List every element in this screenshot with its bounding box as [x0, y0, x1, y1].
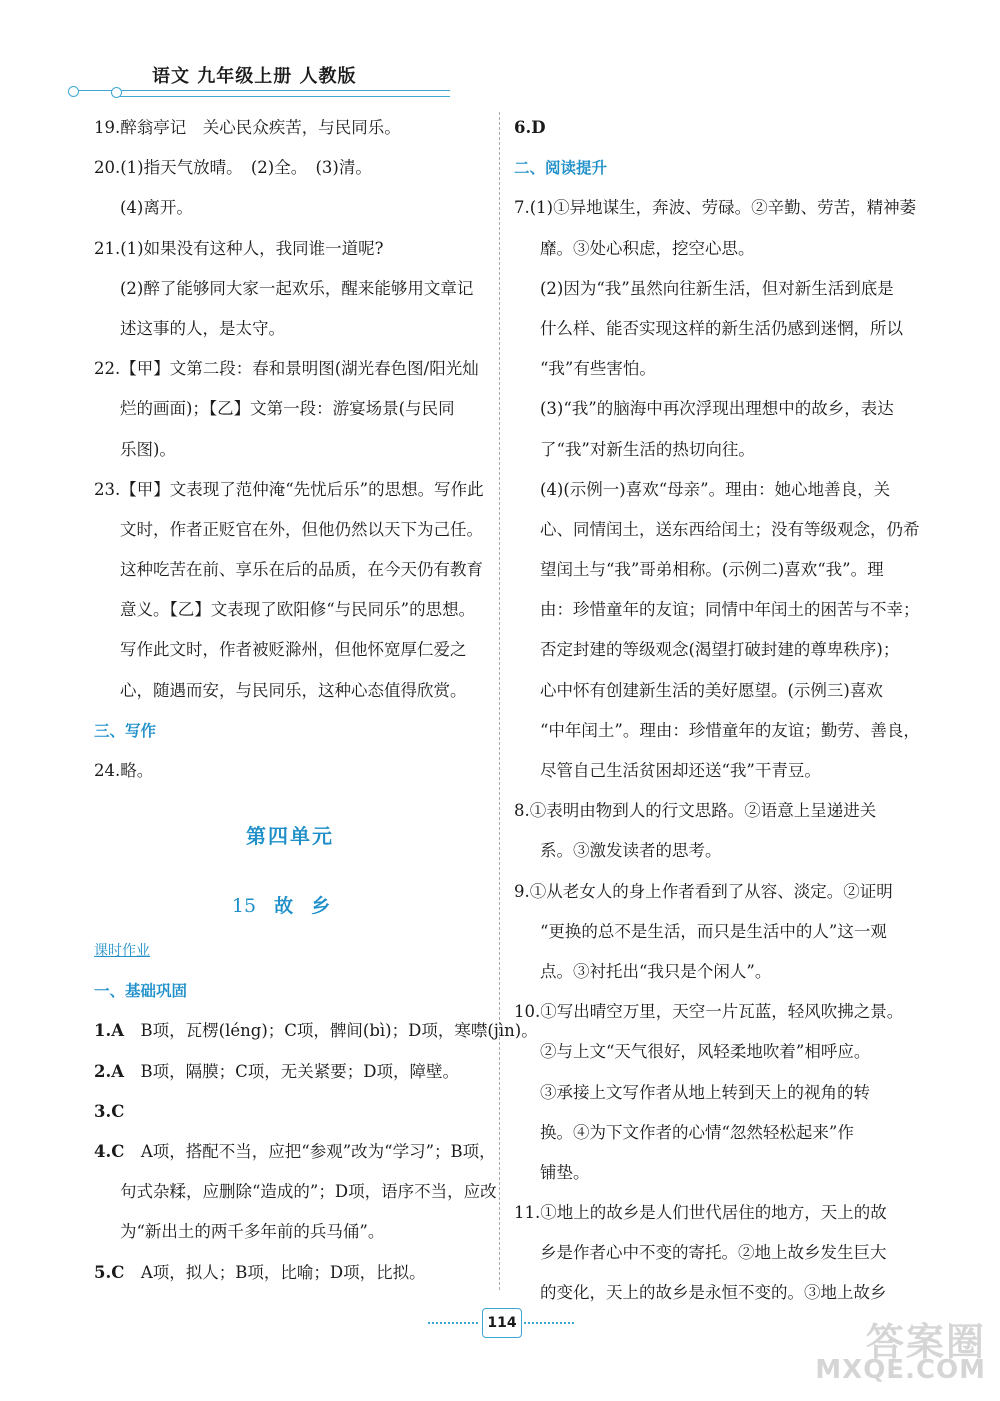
header-rule-lower — [118, 96, 450, 97]
answer-line: 铺垫。 — [540, 1162, 590, 1182]
answer-line: 文时，作者正贬官在外，但他仍然以天下为己任。 — [120, 519, 483, 539]
answer-line: 22.【甲】文第二段：春和景明图(湖光春色图/阳光灿 — [94, 359, 479, 379]
header-dot-left — [68, 86, 79, 97]
answer-line: 乐图)。 — [120, 439, 176, 459]
section-heading-writing: 三、写作 — [94, 721, 157, 740]
watermark-logo — [796, 1311, 986, 1389]
lesson-title — [94, 881, 486, 931]
answer-line — [94, 1052, 486, 1092]
answer-line: 烂的画面)；【乙】文第一段：游宴场景(与民同 — [120, 399, 455, 419]
section-heading-basic: 一、基础巩固 — [94, 982, 188, 1001]
answer-key: 3.C — [94, 1101, 125, 1121]
answer-line: 10.①写出晴空万里，天空一片瓦蓝，轻风吹拂之景。 — [514, 1002, 904, 1022]
homework-label: 课时作业 — [94, 943, 150, 960]
answer-line: 了“我”对新生活的热切向往。 — [540, 439, 755, 459]
answer-line — [94, 1253, 486, 1293]
answer-line: 心，随遇而安，与民同乐，这种心态值得欣赏。 — [120, 680, 467, 700]
answer-text: B项，隔膜；C项，无关紧要；D项，障壁。 — [124, 1061, 460, 1081]
answer-line: ③承接上文写作者从地上转到天上的视角的转 — [540, 1082, 870, 1102]
answer-line: 8.①表明由物到人的行文思路。②语意上呈递进关 — [514, 801, 877, 821]
page-number-block — [428, 1308, 574, 1338]
answer-text: A项，拟人；B项，比喻；D项，比拟。 — [124, 1262, 426, 1282]
answer-line: 述这事的人，是太守。 — [120, 318, 285, 338]
lesson-number: 15 — [231, 895, 257, 918]
answer-line: 心中怀有创建新生活的美好愿望。(示例三)喜欢 — [540, 680, 883, 700]
answer-key: 1.A — [94, 1021, 125, 1041]
answer-line: “中年闰土”。理由：珍惜童年的友谊；勤劳、善良， — [540, 720, 920, 740]
answer-line: 24.略。 — [94, 761, 154, 780]
answer-line: 尽管自己生活贫困却还送“我”干青豆。 — [540, 761, 821, 780]
answer-line: (2)醉了能够同大家一起欢乐，醒来能够用文章记 — [120, 278, 474, 298]
answer-key: 5.C — [94, 1262, 125, 1282]
lesson-name: 故乡 — [274, 895, 349, 918]
header-title: 语文 九年级上册 人教版 — [152, 66, 357, 87]
answer-text: B项，瓦楞(léng)；C项，髀间(bì)；D项，寒噤(jìn)。 — [124, 1021, 538, 1041]
answer-line — [94, 1092, 486, 1132]
page-number-dots-left — [428, 1322, 478, 1324]
page-number: 114 — [482, 1308, 522, 1338]
section-heading-reading: 二、阅读提升 — [514, 159, 608, 178]
header-rule — [70, 90, 450, 91]
answer-key: 4.C — [94, 1141, 125, 1161]
answer-line: 7.(1)①异地谋生，奔波、劳碌。②辛勤、劳苦，精神萎 — [514, 198, 917, 218]
answer-line: 23.【甲】文表现了范仲淹“先忧后乐”的思想。写作此 — [94, 479, 484, 499]
answer-line: 什么样、能否实现这样的新生活仍感到迷惘，所以 — [540, 318, 903, 338]
right-answer-lines — [514, 188, 920, 1313]
answer-line: 系。③激发读者的思考。 — [540, 841, 722, 861]
answer-line: 这种吃苦在前、享乐在后的品质，在今天仍有教育 — [120, 560, 483, 580]
answer-line: 写作此文时，作者被贬滁州，但他怀宽厚仁爱之 — [120, 640, 467, 660]
answer-line — [94, 1132, 496, 1172]
page-number-dots-right — [524, 1322, 574, 1324]
answer-line: 由：珍惜童年的友谊；同情中年闰土的困苦与不幸； — [540, 600, 920, 620]
answer-line: 20.(1)指天气放晴。 (2)全。 (3)清。 — [94, 158, 372, 178]
column-divider — [499, 112, 500, 1290]
unit-title: 第四单元 — [246, 824, 334, 849]
answer-line: 句式杂糅，应删除“造成的”；D项，语序不当，应改 — [120, 1182, 497, 1202]
answer-line: 21.(1)如果没有这种人，我同谁一道呢? — [94, 238, 384, 258]
answer-line: 9.①从老女人的身上作者看到了从容、淡定。②证明 — [514, 881, 893, 901]
answer-line: “更换的总不是生活，而只是生活中的人”这一观 — [540, 921, 887, 941]
answer-line: 6.D — [514, 118, 546, 137]
answer-line: 否定封建的等级观念(渴望打破封建的尊卑秩序)； — [540, 640, 900, 660]
answer-line: 为“新出土的两千多年前的兵马俑”。 — [120, 1222, 385, 1242]
watermark-text: 答案圈 — [865, 1320, 986, 1364]
watermark-url: MXQE.COM — [815, 1355, 986, 1385]
answer-line: 19.醉翁亭记 关心民众疾苦，与民同乐。 — [94, 118, 401, 137]
answer-line: 意义。【乙】文表现了欧阳修“与民同乐”的思想。 — [120, 600, 476, 620]
answer-line: “我”有些害怕。 — [540, 359, 656, 379]
header-dot-right — [111, 87, 122, 98]
answer-line: 靡。③处心积虑，挖空心思。 — [540, 238, 755, 258]
answer-line: ②与上文“天气很好，风轻柔地吹着”相呼应。 — [540, 1042, 871, 1062]
right-column — [514, 108, 920, 1314]
answer-line: 换。④为下文作者的心情“忽然轻松起来”作 — [540, 1122, 854, 1142]
answer-line: (3)“我”的脑海中再次浮现出理想中的故乡，表达 — [540, 399, 894, 419]
answer-line: 点。③衬托出“我只是个闲人”。 — [540, 961, 772, 981]
answer-line: 心、同情闰土，送东西给闰土；没有等级观念，仍希 — [540, 519, 920, 539]
answer-line: 望闰土与“我”哥弟相称。(示例二)喜欢“我”。理 — [540, 560, 884, 580]
answer-line: 11.①地上的故乡是人们世代居住的地方，天上的故 — [514, 1203, 887, 1223]
answer-text: A项，搭配不当，应把“参观”改为“学习”；B项， — [124, 1141, 496, 1161]
answer-key: 2.A — [94, 1061, 125, 1081]
answer-line — [94, 1011, 538, 1051]
answer-line: 乡是作者心中不变的寄托。②地上故乡发生巨大 — [540, 1243, 887, 1263]
answer-line: (2)因为“我”虽然向往新生活，但对新生活到底是 — [540, 278, 894, 298]
answer-line: (4)(示例一)喜欢“母亲”。理由：她心地善良，关 — [540, 479, 891, 499]
answer-line: 的变化，天上的故乡是永恒不变的。③地上故乡 — [540, 1283, 887, 1303]
answer-line: (4)离开。 — [120, 198, 193, 218]
